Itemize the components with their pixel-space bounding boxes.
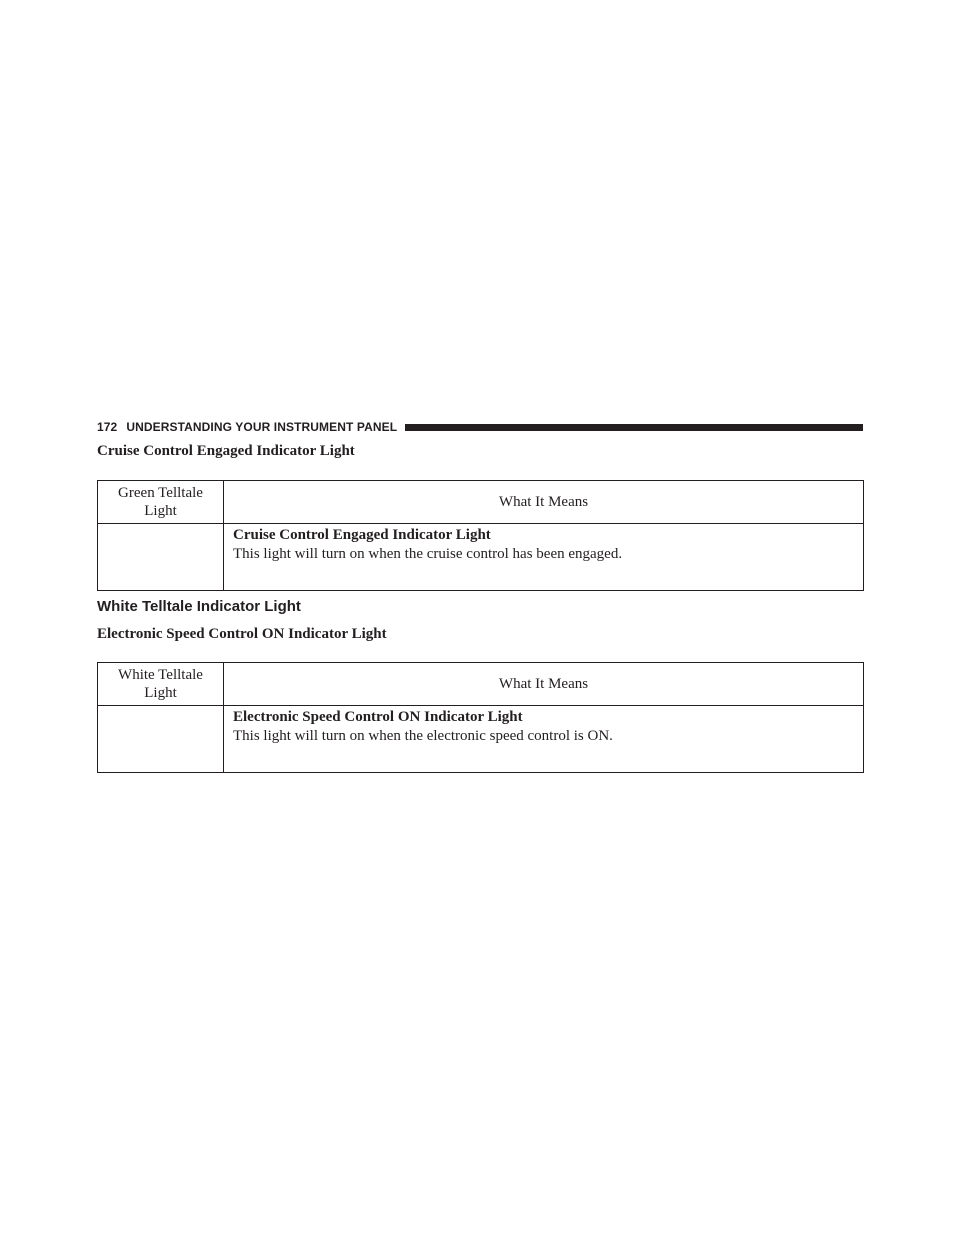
table-row <box>98 706 864 773</box>
meaning-column-header: What It Means <box>224 481 864 524</box>
cruise-telltale-table <box>97 480 864 591</box>
telltale-header-line2: Light <box>144 503 177 519</box>
row-text: This light will turn on when the electronic speed control is ON. <box>233 728 613 744</box>
description-cell <box>224 524 864 591</box>
meaning-column-header: What It Means <box>224 663 864 706</box>
telltale-header-line1: Green Telltale <box>118 485 203 501</box>
table-header-row <box>98 663 864 706</box>
header-rule <box>405 424 863 431</box>
cruise-subheading: Cruise Control Engaged Indicator Light <box>97 443 355 459</box>
telltale-column-header <box>98 481 224 524</box>
row-text: This light will turn on when the cruise control has been engaged. <box>233 546 623 562</box>
running-title: UNDERSTANDING YOUR INSTRUMENT PANEL <box>126 420 398 434</box>
row-title: Electronic Speed Control ON Indicator Light <box>233 709 523 725</box>
telltale-icon-cell <box>98 524 224 591</box>
table-row <box>98 524 864 591</box>
white-subheading: Electronic Speed Control ON Indicator Light <box>97 626 387 642</box>
telltale-header-line1: White Telltale <box>118 667 203 683</box>
telltale-column-header <box>98 663 224 706</box>
white-telltale-table <box>97 662 864 773</box>
row-title: Cruise Control Engaged Indicator Light <box>233 527 491 543</box>
telltale-icon-cell <box>98 706 224 773</box>
telltale-header-line2: Light <box>144 685 177 701</box>
description-cell <box>224 706 864 773</box>
page-number: 172 <box>97 420 118 434</box>
table-header-row <box>98 481 864 524</box>
white-section-heading: White Telltale Indicator Light <box>97 598 301 615</box>
page-header <box>97 420 863 434</box>
